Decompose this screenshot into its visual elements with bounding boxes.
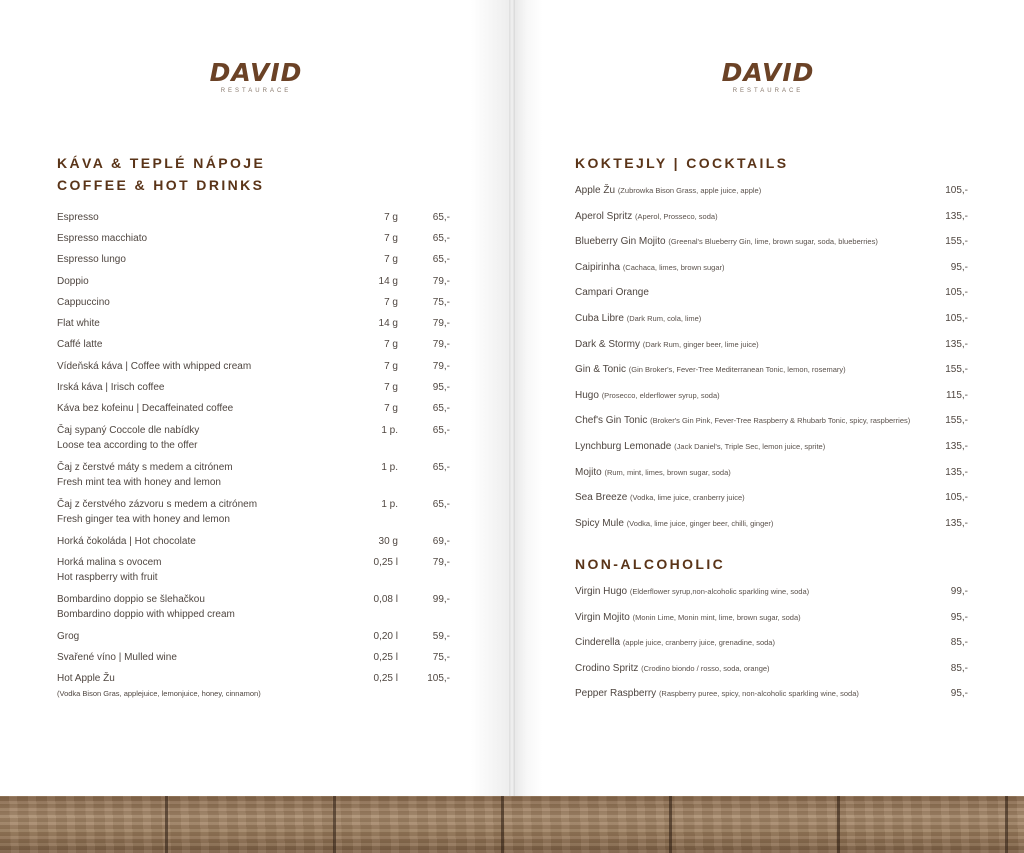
item-name: Doppio <box>57 276 89 287</box>
nonalcoholic-heading: NON-ALCOHOLIC <box>575 556 726 572</box>
brand-name: DAVID <box>209 58 303 87</box>
wood-table-background <box>0 796 1024 853</box>
item-price: 115,- <box>945 389 968 401</box>
item-name: Chef's Gin Tonic <box>575 415 648 427</box>
item-price: 85,- <box>950 637 968 648</box>
item-quantity: 7 g <box>384 339 398 350</box>
menu-item-name <box>57 650 177 665</box>
item-name: Crodino Spritz <box>575 662 639 674</box>
menu-item-name <box>575 661 770 676</box>
item-price: 79,- <box>432 557 450 568</box>
menu-item-name <box>575 465 731 480</box>
item-translation: Bombardino doppio with whipped cream <box>57 609 235 620</box>
item-quantity: 7 g <box>384 297 398 308</box>
item-quantity: 0,08 l <box>373 594 398 605</box>
item-name: Dark & Stormy <box>575 338 641 350</box>
item-quantity: 7 g <box>384 212 398 223</box>
menu-item-name <box>57 555 161 585</box>
item-quantity: 14 g <box>378 318 398 329</box>
item-price: 79,- <box>432 318 450 329</box>
item-ingredients: (Elderflower syrup,non-alcoholic sparkling wine, soda) <box>629 587 810 596</box>
item-price: 105,- <box>945 492 968 504</box>
item-quantity: 0,25 l <box>373 652 398 663</box>
menu-item-name <box>575 388 720 403</box>
item-name: Čaj z čerstvé máty s medem a citrónem <box>57 462 233 473</box>
item-ingredients: (Dark Rum, ginger beer, lime juice) <box>642 339 759 349</box>
item-price: 99,- <box>950 586 968 597</box>
book-spine <box>509 0 515 796</box>
item-name: Hot Apple Žu <box>57 673 115 684</box>
item-name: Aperol Spritz <box>575 210 633 222</box>
item-quantity: 30 g <box>378 536 398 547</box>
item-price: 75,- <box>432 652 450 663</box>
item-translation: Fresh mint tea with honey and lemon <box>57 477 221 488</box>
menu-item-name <box>575 439 825 454</box>
menu-item-name <box>575 686 859 701</box>
item-ingredients: (Zubrowka Bison Grass, apple juice, apple) <box>617 186 762 195</box>
item-price: 95,- <box>950 611 968 623</box>
brand-subtitle: RESTAURACE <box>732 88 804 94</box>
item-price: 65,- <box>432 403 450 414</box>
cocktails-heading: KOKTEJLY | COCKTAILS <box>575 155 789 171</box>
item-name: Lynchburg Lemonade <box>575 441 672 452</box>
menu-item-name <box>575 234 878 249</box>
item-ingredients: (Greenal's Blueberry Gin, lime, brown sugar, soda, blueberries) <box>668 237 878 247</box>
item-quantity: 1 p. <box>381 425 398 436</box>
menu-item-name <box>57 359 251 374</box>
item-ingredients: (Dark Rum, cola, lime) <box>626 314 702 323</box>
item-ingredients: (Monin Lime, Monin mint, lime, brown sugar, soda) <box>632 612 801 622</box>
item-price: 99,- <box>432 594 450 605</box>
item-quantity: 7 g <box>384 233 398 244</box>
item-price: 105,- <box>945 185 968 196</box>
menu-item-name <box>575 209 718 224</box>
item-price: 65,- <box>432 233 450 244</box>
item-name: Espresso lungo <box>57 254 126 265</box>
item-price: 105,- <box>427 673 450 684</box>
menu-item-name <box>57 423 199 453</box>
item-name: Campari Orange <box>575 287 649 299</box>
item-name: Čaj sypaný Coccole dle nabídky <box>57 425 200 436</box>
item-ingredients: (Vodka, lime juice, ginger beer, chilli, ginger) <box>626 518 774 528</box>
item-ingredients: (Crodino biondo / rosso, soda, orange) <box>641 663 770 673</box>
item-name: Blueberry Gin Mojito <box>575 236 666 248</box>
item-price: 65,- <box>432 499 450 510</box>
menu-item-name <box>57 671 261 701</box>
item-quantity: 0,20 l <box>373 631 398 642</box>
item-price: 69,- <box>432 536 450 547</box>
menu-item-name <box>57 295 110 310</box>
item-price: 155,- <box>945 415 968 427</box>
item-name: Káva bez kofeinu | Decaffeinated coffee <box>57 403 234 414</box>
menu-item-name <box>57 316 100 331</box>
item-name: Pepper Raspberry <box>575 688 657 699</box>
menu-item-name <box>57 210 99 225</box>
item-name: Cappuccino <box>57 297 110 308</box>
item-name: Sea Breeze <box>575 492 628 504</box>
item-name: Irská káva | Irisch coffee <box>57 382 165 393</box>
item-name: Virgin Mojito <box>575 611 630 623</box>
item-ingredients: (Prosecco, elderflower syrup, soda) <box>601 390 720 400</box>
item-quantity: 1 p. <box>381 462 398 473</box>
item-name: Horká čokoláda | Hot chocolate <box>57 536 196 547</box>
menu-item-name <box>575 362 846 377</box>
item-translation: Fresh ginger tea with honey and lemon <box>57 514 230 525</box>
item-name: Espresso macchiato <box>57 233 148 244</box>
item-price: 65,- <box>432 425 450 436</box>
item-quantity: 7 g <box>384 254 398 265</box>
item-price: 95,- <box>950 261 968 273</box>
item-quantity: 0,25 l <box>373 557 398 568</box>
menu-item-name <box>575 260 725 275</box>
item-quantity: 7 g <box>384 361 398 372</box>
item-price: 79,- <box>432 361 450 372</box>
menu-item-name <box>575 183 761 198</box>
menu-item-name <box>575 490 745 505</box>
item-price: 75,- <box>432 297 450 308</box>
item-ingredients: (Jack Daniel's, Triple Sec, lemon juice, sprite) <box>674 442 826 451</box>
menu-item-name <box>57 460 233 490</box>
menu-item-name <box>57 629 79 644</box>
item-ingredients: (Vodka Bison Gras, applejuice, lemonjuice, honey, cinnamon) <box>57 689 261 698</box>
menu-item-name <box>57 337 102 352</box>
item-name: Mojito <box>575 466 602 478</box>
item-price: 135,- <box>945 466 968 478</box>
item-name: Cuba Libre <box>575 313 624 324</box>
coffee-heading-cz: KÁVA & TEPLÉ NÁPOJE <box>57 155 266 171</box>
item-name: Caffé latte <box>57 339 103 350</box>
menu-item-name <box>575 311 701 326</box>
item-price: 135,- <box>945 441 968 452</box>
menu-item-name <box>575 610 801 625</box>
brand-name: DAVID <box>721 58 815 87</box>
item-price: 59,- <box>432 631 450 642</box>
item-price: 79,- <box>432 339 450 350</box>
menu-item-name <box>575 516 773 531</box>
item-ingredients: (Raspberry puree, spicy, non-alcoholic sparkling wine, soda) <box>658 689 859 698</box>
item-price: 135,- <box>945 210 968 222</box>
menu-item-name <box>57 401 233 416</box>
item-name: Čaj z čerstvého zázvoru s medem a citrónem <box>57 499 258 510</box>
menu-item-name <box>57 497 257 527</box>
item-price: 105,- <box>945 287 968 299</box>
item-quantity: 0,25 l <box>373 673 398 684</box>
item-price: 85,- <box>950 662 968 674</box>
item-price: 155,- <box>945 236 968 248</box>
item-name: Grog <box>57 631 80 642</box>
item-quantity: 1 p. <box>381 499 398 510</box>
item-ingredients: (Gin Broker's, Fever-Tree Mediterranean Tonic, lemon, rosemary) <box>628 365 846 375</box>
item-price: 65,- <box>432 212 450 223</box>
item-translation: Loose tea according to the offer <box>57 440 198 451</box>
item-ingredients: (apple juice, cranberry juice, grenadine, soda) <box>622 638 775 647</box>
item-quantity: 7 g <box>384 382 398 393</box>
item-ingredients: (Aperol, Prosseco, soda) <box>635 211 718 221</box>
item-name: Horká malina s ovocem <box>57 557 162 568</box>
item-ingredients: (Broker's Gin Pink, Fever-Tree Raspberry & Rhubarb Tonic, spicy, raspberries) <box>650 416 911 426</box>
item-name: Svařené víno | Mulled wine <box>57 652 177 663</box>
coffee-heading-en: COFFEE & HOT DRINKS <box>57 177 265 193</box>
item-price: 105,- <box>945 313 968 324</box>
menu-item-name <box>57 231 147 246</box>
item-name: Apple Žu <box>575 185 616 196</box>
menu-item-name <box>575 584 809 599</box>
item-price: 65,- <box>432 462 450 473</box>
brand-subtitle: RESTAURACE <box>220 88 292 94</box>
menu-item-name <box>57 274 89 289</box>
item-name: Cinderella <box>575 637 621 648</box>
menu-item-name <box>575 285 649 300</box>
item-price: 79,- <box>432 276 450 287</box>
item-name: Flat white <box>57 318 100 329</box>
item-quantity: 14 g <box>378 276 398 287</box>
item-name: Virgin Hugo <box>575 586 628 597</box>
item-name: Vídeňská káva | Coffee with whipped cream <box>57 361 252 372</box>
menu-item-name <box>57 380 164 395</box>
item-price: 135,- <box>945 517 968 529</box>
menu-item-name <box>575 337 759 352</box>
item-translation: Hot raspberry with fruit <box>57 572 158 583</box>
item-name: Gin & Tonic <box>575 364 626 376</box>
menu-item-name <box>575 635 775 650</box>
brand-logo-right <box>668 60 868 94</box>
menu-item-name <box>575 413 910 428</box>
item-name: Caipirinha <box>575 261 621 273</box>
item-quantity: 7 g <box>384 403 398 414</box>
item-ingredients: (Rum, mint, limes, brown sugar, soda) <box>604 467 731 477</box>
item-ingredients: (Cachaca, limes, brown sugar) <box>622 262 725 272</box>
item-price: 135,- <box>945 338 968 350</box>
item-name: Spicy Mule <box>575 517 624 529</box>
item-price: 65,- <box>432 254 450 265</box>
menu-item-name <box>57 534 196 549</box>
brand-logo-left <box>156 60 356 94</box>
item-ingredients: (Vodka, lime juice, cranberry juice) <box>630 493 745 503</box>
item-price: 155,- <box>945 364 968 376</box>
menu-item-name <box>57 592 235 622</box>
item-name: Hugo <box>575 389 599 401</box>
menu-item-name <box>57 252 126 267</box>
item-name: Bombardino doppio se šlehačkou <box>57 594 205 605</box>
item-price: 95,- <box>950 688 968 699</box>
item-name: Espresso <box>57 212 99 223</box>
item-price: 95,- <box>432 382 450 393</box>
